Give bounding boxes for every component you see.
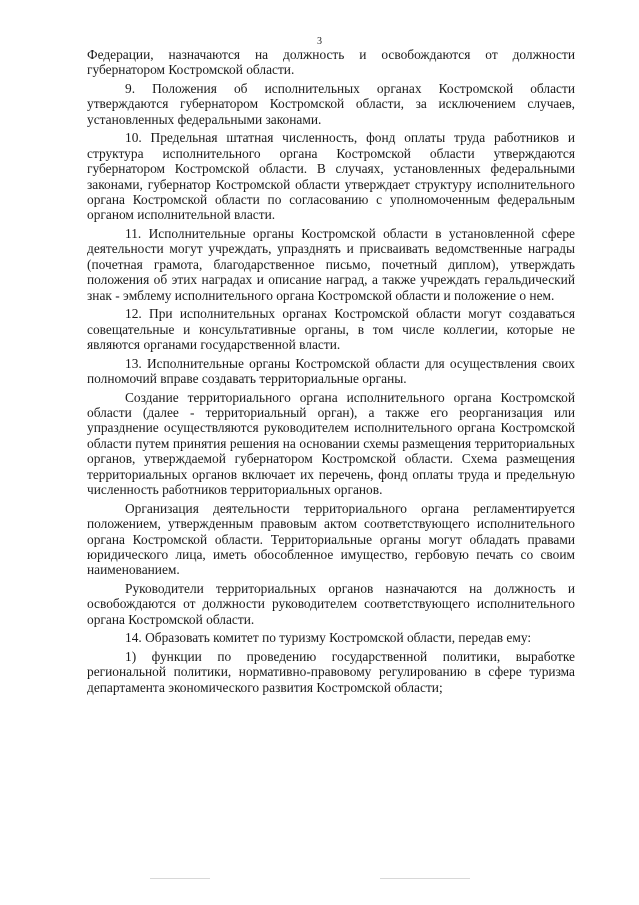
scan-artifact [150, 878, 210, 879]
paragraph-item-12: 12. При исполнительных органах Костромской области могут создаваться совещательные и консультативные органы, в том числе коллегии, которые не являются органами государственной власти. [87, 306, 575, 353]
paragraph-territorial-creation: Создание территориального органа исполнительного органа Костромской области (далее - территориальный орган), а также его реорганизация или упразднение осуществляются руководителем исполнительного органа Костромской области путем принятия решения на основании схемы размещения территориальных органов, утверждаемой губернатором Костромской области. Схема размещения территориальных органов включает их перечень, фонд оплаты труда и предельную численность работников территориальных органов. [87, 389, 575, 498]
paragraph-item-14: 14. Образовать комитет по туризму Костромской области, передав ему: [125, 630, 532, 646]
paragraph-item-9: 9. Положения об исполнительных органах Костромской области утверждаются губернатором Костромской области, за исключением случаев, установленных федеральными законами. [87, 81, 575, 127]
document-body [87, 47, 575, 698]
paragraph-territorial-heads: Руководители территориальных органов назначаются на должность и освобождаются от должности руководителем соответствующего исполнительного органа Костромской области. [87, 580, 575, 627]
paragraph-item-13: 13. Исполнительные органы Костромской области для осуществления своих полномочий вправе создавать территориальные органы. [87, 355, 575, 387]
paragraph-continuation: Федерации, назначаются на должность и освобождаются от должности губернатором Костромской области. [87, 47, 575, 78]
page-number: 3 [317, 36, 322, 47]
paragraph-item-10: 10. Предельная штатная численность, фонд оплаты труда работников и структура исполнительного органа Костромской области утверждаются губернатором Костромской области. В случаях, установленных федеральными законами, губернатор Костромской области утверждает структуру исполнительного органа Костромской области по согласованию с уполномоченным федеральным органом исполнительной власти. [87, 130, 575, 223]
paragraph-territorial-organization: Организация деятельности территориального органа регламентируется положением, утвержденным правовым актом соответствующего исполнительного органа Костромской области. Территориальные органы могут обладать правами юридического лица, иметь обособленное имущество, гербовую печать со своим наименованием. [87, 500, 575, 578]
paragraph-item-14-1: 1) функции по проведению государственной политики, выработке региональной политики, нормативно-правовому регулированию в сфере туризма департамента экономического развития Костромской области; [87, 648, 575, 695]
paragraph-item-11: 11. Исполнительные органы Костромской области в установленной сфере деятельности могут учреждать, упразднять и присваивать ведомственные награды (почетная грамота, благодарственное письмо, почетный диплом), утверждать положения об этих наградах и описание наград, а также учреждать геральдический знак - эмблему исполнительного органа Костромской области и положение о нем. [87, 226, 575, 303]
scan-artifact [380, 878, 470, 879]
